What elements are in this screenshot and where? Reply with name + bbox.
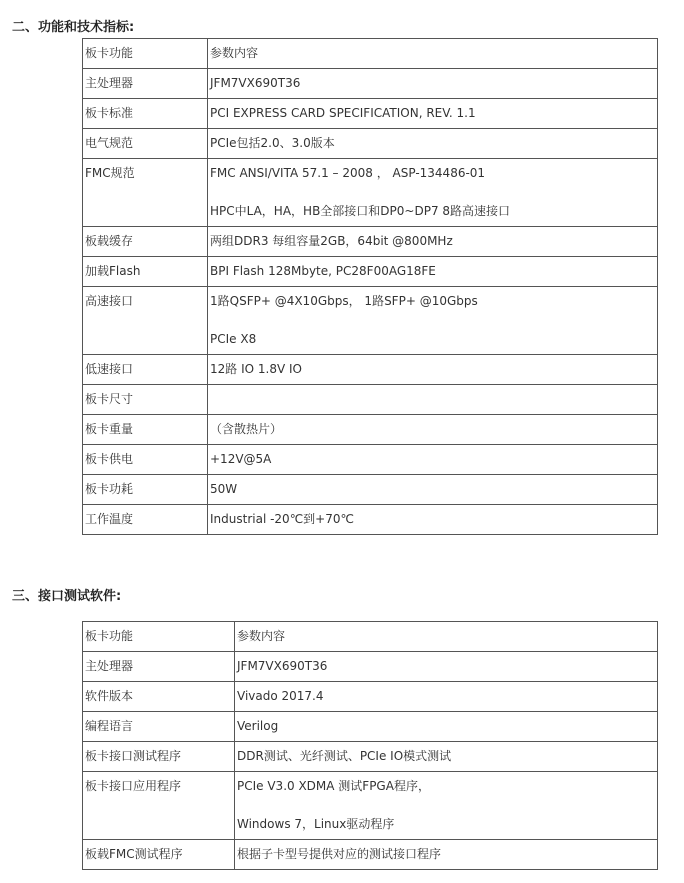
table-row xyxy=(83,159,658,227)
param-name-cell xyxy=(83,682,235,712)
param-value-line: Verilog xyxy=(237,719,279,733)
param-value-line: PCI EXPRESS CARD SPECIFICATION, REV. 1.1 xyxy=(210,106,476,120)
param-value-cell xyxy=(208,505,658,535)
table-row xyxy=(83,257,658,287)
param-name: FMC规范 xyxy=(85,166,135,180)
spec-table xyxy=(82,38,658,535)
param-value-line: PCIe X8 xyxy=(210,332,257,346)
param-name: 低速接口 xyxy=(85,362,134,376)
param-name-cell xyxy=(83,652,235,682)
param-name: 板卡尺寸 xyxy=(85,392,134,406)
param-value-cell xyxy=(235,652,658,682)
param-value-cell xyxy=(235,772,658,840)
param-name: 主处理器 xyxy=(85,659,134,673)
param-name: 高速接口 xyxy=(85,294,134,308)
param-name: 板卡标准 xyxy=(85,106,134,120)
param-name: 加载Flash xyxy=(85,264,141,278)
param-name: 编程语言 xyxy=(85,719,134,733)
param-value-line: JFM7VX690T36 xyxy=(237,659,328,673)
param-name: 板卡功能 xyxy=(85,46,134,60)
param-value-cell xyxy=(208,355,658,385)
param-name: 板载缓存 xyxy=(85,234,134,248)
table-row xyxy=(83,355,658,385)
param-value-cell xyxy=(208,445,658,475)
param-name: 板卡功耗 xyxy=(85,482,134,496)
table-row xyxy=(83,227,658,257)
table-row xyxy=(83,712,658,742)
param-name-cell xyxy=(83,385,208,415)
param-name-cell xyxy=(83,840,235,870)
table-row xyxy=(83,385,658,415)
param-name-cell xyxy=(83,355,208,385)
param-name: 板卡供电 xyxy=(85,452,134,466)
param-name-cell xyxy=(83,257,208,287)
param-value-line: （含散热片） xyxy=(210,422,283,436)
param-value-line: PCIe V3.0 XDMA 测试FPGA程序， xyxy=(237,779,430,793)
software-table xyxy=(82,621,658,870)
param-name: 板卡功能 xyxy=(85,629,134,643)
table-row xyxy=(83,445,658,475)
param-name-cell xyxy=(83,129,208,159)
param-value-cell xyxy=(208,415,658,445)
spec-table-body xyxy=(83,39,658,535)
table-row xyxy=(83,39,658,69)
param-name: 板卡接口测试程序 xyxy=(85,749,182,763)
param-name-cell xyxy=(83,99,208,129)
section-heading-software: 三、接口测试软件: xyxy=(12,589,122,604)
table-row xyxy=(83,505,658,535)
software-table-body xyxy=(83,622,658,870)
param-name-cell xyxy=(83,475,208,505)
param-value-line: BPI Flash 128Mbyte, PC28F00AG18FE xyxy=(210,264,436,278)
param-value-cell xyxy=(235,712,658,742)
param-name: 板载FMC测试程序 xyxy=(85,847,183,861)
param-name: 主处理器 xyxy=(85,76,134,90)
param-name-cell xyxy=(83,712,235,742)
param-value-line: Industrial -20℃到+70℃ xyxy=(210,512,354,526)
param-name-cell xyxy=(83,445,208,475)
param-value-cell xyxy=(208,475,658,505)
table-row xyxy=(83,652,658,682)
param-value-cell xyxy=(208,227,658,257)
param-value-cell xyxy=(208,287,658,355)
param-value-line: Vivado 2017.4 xyxy=(237,689,324,703)
param-value-cell xyxy=(208,69,658,99)
param-name: 软件版本 xyxy=(85,689,134,703)
param-value-line: 根据子卡型号提供对应的测试接口程序 xyxy=(237,847,442,861)
param-name: 电气规范 xyxy=(85,136,134,150)
param-value-line: 参数内容 xyxy=(237,629,286,643)
param-value-line: +12V@5A xyxy=(210,452,272,466)
table-row xyxy=(83,742,658,772)
param-value-line: DDR测试、光纤测试、PCIe IO模式测试 xyxy=(237,749,452,763)
param-name: 工作温度 xyxy=(85,512,134,526)
table-row xyxy=(83,69,658,99)
table-row xyxy=(83,840,658,870)
section-heading-specs: 二、功能和技术指标: xyxy=(12,20,135,35)
param-name-cell xyxy=(83,69,208,99)
param-value-line: HPC中LA，HA，HB全部接口和DP0~DP7 8路高速接口 xyxy=(210,204,511,218)
param-value-cell xyxy=(208,129,658,159)
param-value-line: PCIe包括2.0、3.0版本 xyxy=(210,136,335,150)
table-row xyxy=(83,772,658,840)
param-value-line: 50W xyxy=(210,482,238,496)
param-value-cell xyxy=(235,742,658,772)
param-name-cell xyxy=(83,227,208,257)
param-name-cell xyxy=(83,622,235,652)
table-row xyxy=(83,475,658,505)
table-row xyxy=(83,99,658,129)
param-value-cell xyxy=(208,39,658,69)
param-name: 板卡接口应用程序 xyxy=(85,779,182,793)
param-name: 板卡重量 xyxy=(85,422,134,436)
table-row xyxy=(83,129,658,159)
param-name-cell xyxy=(83,39,208,69)
table-row xyxy=(83,287,658,355)
param-value-cell xyxy=(235,622,658,652)
param-value-line xyxy=(210,385,657,414)
param-name-cell xyxy=(83,742,235,772)
param-name-cell xyxy=(83,772,235,840)
param-value-cell xyxy=(208,257,658,287)
param-value-cell xyxy=(208,159,658,227)
param-value-cell xyxy=(235,682,658,712)
table-row xyxy=(83,682,658,712)
param-name-cell xyxy=(83,415,208,445)
param-name-cell xyxy=(83,505,208,535)
param-value-line: JFM7VX690T36 xyxy=(210,76,301,90)
param-value-line: 参数内容 xyxy=(210,46,259,60)
param-value-line: 两组DDR3 每组容量2GB，64bit @800MHz xyxy=(210,234,453,248)
param-value-line: FMC ANSI/VITA 57.1 – 2008 ， ASP-134486-01 xyxy=(210,166,486,180)
param-name-cell xyxy=(83,287,208,355)
table-row xyxy=(83,415,658,445)
param-value-line: 1路QSFP+ @4X10Gbps， 1路SFP+ @10Gbps xyxy=(210,294,478,308)
table-row xyxy=(83,622,658,652)
param-value-line: 12路 IO 1.8V IO xyxy=(210,362,302,376)
param-value-cell xyxy=(208,385,658,415)
param-name-cell xyxy=(83,159,208,227)
param-value-line: Windows 7，Linux驱动程序 xyxy=(237,817,395,831)
param-value-cell xyxy=(208,99,658,129)
param-value-cell xyxy=(235,840,658,870)
